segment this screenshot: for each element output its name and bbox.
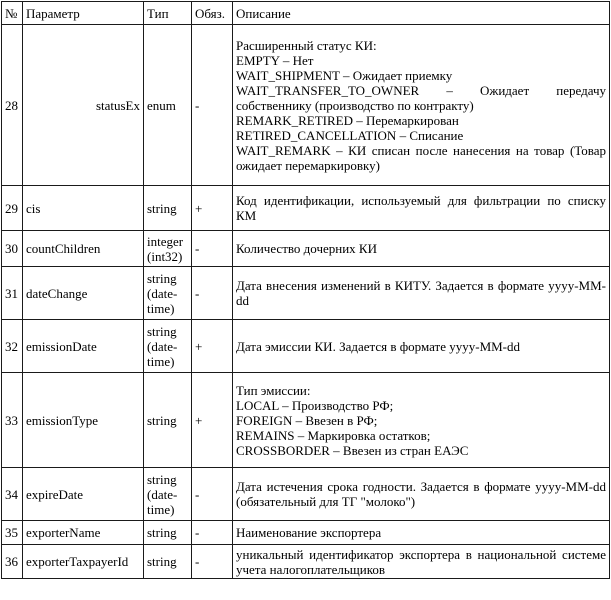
header-description: Описание <box>233 2 610 25</box>
row-num: 33 <box>2 373 23 468</box>
row-num: 35 <box>2 521 23 545</box>
row-description: Количество дочерних КИ <box>233 231 610 267</box>
table-header-row <box>2 2 610 25</box>
header-type: Тип <box>144 2 192 25</box>
row-required: - <box>192 545 233 579</box>
header-param: Параметр <box>23 2 144 25</box>
row-num: 32 <box>2 320 23 373</box>
row-required: - <box>192 231 233 267</box>
desc-line: FOREIGN – Ввезен в РФ; <box>236 412 378 428</box>
desc-line: CROSSBORDER – Ввезен из стран ЕАЭС <box>236 442 469 458</box>
desc-line: WAIT_TRANSFER_TO_OWNER – Ожидает передачу собственнику (производство по контракту) <box>236 82 606 113</box>
row-required: - <box>192 267 233 320</box>
table-row <box>2 468 610 521</box>
table-row <box>2 545 610 579</box>
row-description: уникальный идентификатор экспортера в национальной системе учета налогоплательщиков <box>233 545 610 579</box>
row-type: enum <box>144 25 192 186</box>
row-type: string (date-time) <box>144 267 192 320</box>
row-type: string (date-time) <box>144 320 192 373</box>
row-type: string <box>144 186 192 231</box>
row-type: string (date-time) <box>144 468 192 521</box>
row-num: 34 <box>2 468 23 521</box>
row-num: 28 <box>2 25 23 186</box>
row-required: + <box>192 320 233 373</box>
row-description <box>233 25 610 186</box>
table-row <box>2 25 610 186</box>
header-required: Обяз. <box>192 2 233 25</box>
desc-line: RETIRED_CANCELLATION – Списание <box>236 127 464 143</box>
row-num: 31 <box>2 267 23 320</box>
row-num: 36 <box>2 545 23 579</box>
desc-line: LOCAL – Производство РФ; <box>236 397 394 413</box>
row-type: integer (int32) <box>144 231 192 267</box>
row-description: Дата внесения изменений в КИТУ. Задается в формате yyyy-MM-dd <box>233 267 610 320</box>
row-param: countChildren <box>23 231 144 267</box>
table-row <box>2 373 610 468</box>
row-required: + <box>192 186 233 231</box>
table-row <box>2 521 610 545</box>
row-type: string <box>144 545 192 579</box>
table-row <box>2 231 610 267</box>
table-row <box>2 320 610 373</box>
table-row <box>2 267 610 320</box>
row-param: emissionType <box>23 373 144 468</box>
row-param: statusEx <box>23 25 144 186</box>
row-num: 29 <box>2 186 23 231</box>
parameters-table <box>1 1 610 579</box>
row-required: + <box>192 373 233 468</box>
row-param: emissionDate <box>23 320 144 373</box>
row-required: - <box>192 521 233 545</box>
row-description: Код идентификации, используемый для фильтрации по списку КМ <box>233 186 610 231</box>
row-param: exporterTaxpayerId <box>23 545 144 579</box>
row-required: - <box>192 468 233 521</box>
desc-line: REMARK_RETIRED – Перемаркирован <box>236 112 459 128</box>
row-description: Дата истечения срока годности. Задается в формате yyyy-MM-dd (обязательный для ТГ "молоко") <box>233 468 610 521</box>
row-description <box>233 373 610 468</box>
row-description: Дата эмиссии КИ. Задается в формате yyyy-MM-dd <box>233 320 610 373</box>
desc-line: REMAINS – Маркировка остатков; <box>236 427 431 443</box>
row-description: Наименование экспортера <box>233 521 610 545</box>
row-param: dateChange <box>23 267 144 320</box>
desc-line: EMPTY – Нет <box>236 52 314 68</box>
row-num: 30 <box>2 231 23 267</box>
table-row <box>2 186 610 231</box>
desc-line: Тип эмиссии: <box>236 382 311 398</box>
desc-line: WAIT_REMARK – КИ списан после нанесения на товар (Товар ожидает перемаркировку) <box>236 142 606 173</box>
desc-line: WAIT_SHIPMENT – Ожидает приемку <box>236 67 453 83</box>
row-param: expireDate <box>23 468 144 521</box>
row-param: cis <box>23 186 144 231</box>
row-type: string <box>144 373 192 468</box>
row-required: - <box>192 25 233 186</box>
row-type: string <box>144 521 192 545</box>
header-num: № <box>2 2 23 25</box>
desc-line: Расширенный статус КИ: <box>236 37 377 53</box>
row-param: exporterName <box>23 521 144 545</box>
